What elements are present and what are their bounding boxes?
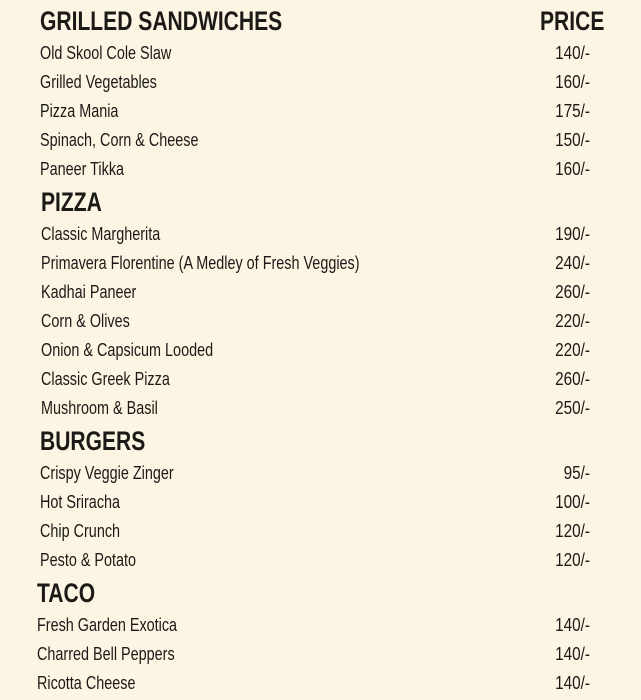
menu-section [0,4,641,185]
menu-section [0,185,641,424]
item-name: Classic Margherita [41,224,161,244]
item-price: 120/- [555,521,590,541]
menu-item [0,69,641,98]
item-price: 140/- [555,615,590,635]
section-header [0,4,641,40]
item-price: 150/- [555,130,590,150]
item-name: Ricotta Cheese [37,673,136,693]
menu-item [0,279,641,308]
menu-item [0,40,641,69]
item-name: Crispy Veggie Zinger [40,463,174,483]
item-price: 140/- [555,43,590,63]
menu-item [0,156,641,185]
menu-item [0,221,641,250]
item-name: Kadhai Paneer [41,282,137,302]
item-price: 240/- [555,253,590,273]
menu-item [0,670,641,699]
item-name: Old Skool Cole Slaw [40,43,172,63]
item-name: Classic Greek Pizza [41,369,170,389]
price-header: PRICE [540,6,605,36]
item-price: 220/- [555,340,590,360]
section-header [0,424,641,460]
item-name: Pesto & Potato [40,550,137,570]
item-price: 140/- [555,644,590,664]
menu-item [0,127,641,156]
item-name: Charred Bell Peppers [37,644,175,664]
item-price: 100/- [555,492,590,512]
item-price: 260/- [555,282,590,302]
section-title: GRILLED SANDWICHES [40,6,283,36]
item-name: Mushroom & Basil [41,398,158,418]
item-name: Spinach, Corn & Cheese [40,130,199,150]
section-title: TACO [37,578,96,608]
item-price: 120/- [555,550,590,570]
menu-item [0,518,641,547]
item-name: Paneer Tikka [40,159,125,179]
item-name: Chip Crunch [40,521,121,541]
item-price: 160/- [555,72,590,92]
item-price: 140/- [555,673,590,693]
menu-item [0,641,641,670]
item-name: Grilled Vegetables [40,72,157,92]
section-header [0,576,641,612]
menu-item [0,460,641,489]
item-name: Hot Sriracha [40,492,121,512]
menu-item [0,250,641,279]
section-title: PIZZA [41,187,102,217]
menu-item [0,547,641,576]
item-name: Fresh Garden Exotica [37,615,178,635]
menu-section [0,424,641,576]
item-price: 250/- [555,398,590,418]
menu [0,4,641,699]
item-price: 220/- [555,311,590,331]
menu-item [0,366,641,395]
item-price: 160/- [555,159,590,179]
menu-item [0,489,641,518]
section-title: BURGERS [40,426,146,456]
item-price: 95/- [563,463,590,483]
menu-section [0,576,641,699]
menu-item [0,337,641,366]
item-price: 260/- [555,369,590,389]
item-name: Onion & Capsicum Looded [41,340,214,360]
item-name: Primavera Florentine (A Medley of Fresh Veggies) [41,253,360,273]
item-price: 175/- [555,101,590,121]
item-name: Pizza Mania [40,101,119,121]
menu-item [0,98,641,127]
item-price: 190/- [555,224,590,244]
menu-item [0,308,641,337]
menu-item [0,395,641,424]
section-header [0,185,641,221]
item-name: Corn & Olives [41,311,130,331]
menu-item [0,612,641,641]
